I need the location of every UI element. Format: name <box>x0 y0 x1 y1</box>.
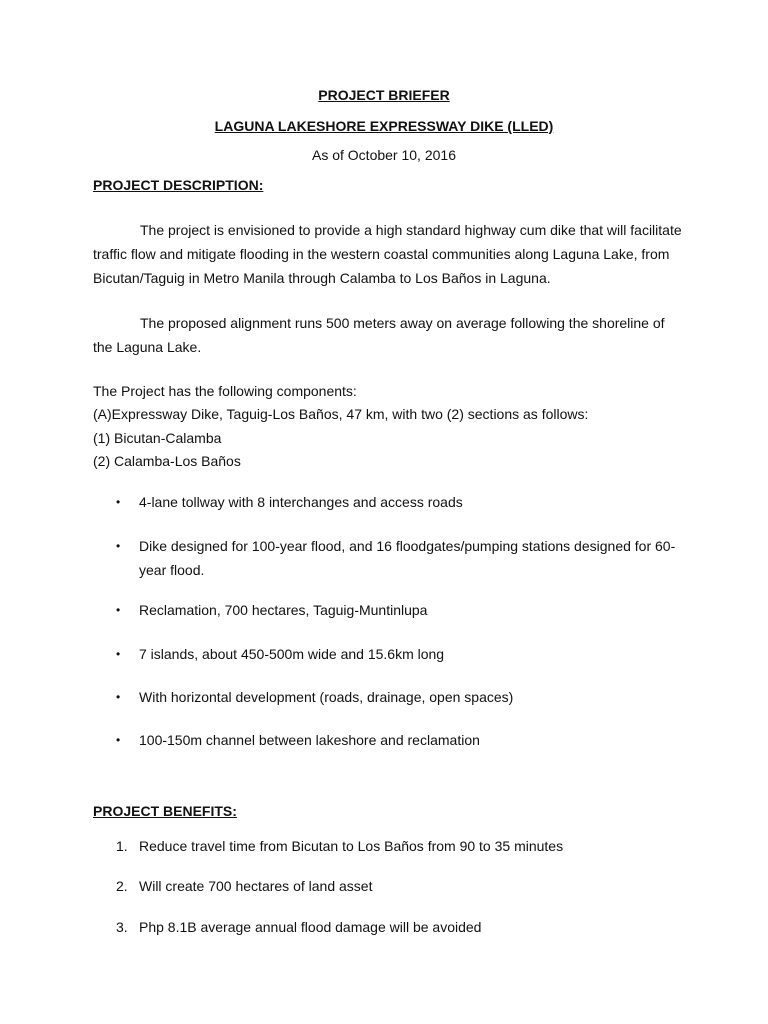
document-date: As of October 10, 2016 <box>312 147 456 163</box>
bullet-icon: • <box>116 733 121 747</box>
list-item-text: Dike designed for 100-year flood, and 16 floodgates/pumping stations designed for 60-year flood. <box>139 538 676 578</box>
list-item-text: With horizontal development (roads, drainage, open spaces) <box>139 689 514 705</box>
document-title: PROJECT BRIEFER <box>318 87 450 103</box>
project-description-heading: PROJECT DESCRIPTION: <box>93 177 264 193</box>
list-item-text: Reduce travel time from Bicutan to Los Baños from 90 to 35 minutes <box>139 838 564 854</box>
description-paragraph-1 <box>93 218 683 290</box>
bullet-icon: • <box>116 690 121 704</box>
component-a: (A)Expressway Dike, Taguig-Los Baños, 47 km, with two (2) sections as follows: <box>93 406 589 422</box>
list-item-text: Will create 700 hectares of land asset <box>139 878 373 894</box>
list-item-number: 3. <box>116 919 128 935</box>
list-item <box>116 836 676 856</box>
section-2: (2) Calamba-Los Baños <box>93 453 241 469</box>
list-item <box>116 685 676 709</box>
components-intro: The Project has the following components: <box>93 383 357 399</box>
bullet-icon: • <box>116 495 121 509</box>
description-paragraph-1-text: The project is envisioned to provide a high standard highway cum dike that will facilitate traffic flow and mitigate flooding in the western coastal communities along Laguna Lake, from Bicutan/Taguig in Metro Manila through Calamba to Los Baños in Laguna. <box>93 222 682 286</box>
list-item <box>116 534 676 582</box>
list-item <box>116 490 676 514</box>
list-item-number: 2. <box>116 878 128 894</box>
section-1: (1) Bicutan-Calamba <box>93 430 222 446</box>
project-benefits-heading: PROJECT BENEFITS: <box>93 803 237 819</box>
list-item-number: 1. <box>116 838 128 854</box>
list-item-text: 7 islands, about 450-500m wide and 15.6km long <box>139 646 445 662</box>
list-item <box>116 642 676 666</box>
project-name: LAGUNA LAKESHORE EXPRESSWAY DIKE (LLED) <box>214 118 554 134</box>
list-item-text: Php 8.1B average annual flood damage will be avoided <box>139 919 482 935</box>
description-paragraph-2 <box>93 311 683 359</box>
list-item <box>116 917 676 937</box>
list-item-text: Reclamation, 700 hectares, Taguig-Muntinlupa <box>139 602 428 618</box>
list-item <box>116 876 676 896</box>
bullet-icon: • <box>116 603 121 617</box>
bullet-icon: • <box>116 647 121 661</box>
bullet-icon: • <box>116 539 121 553</box>
list-item-text: 100-150m channel between lakeshore and reclamation <box>139 732 480 748</box>
list-item <box>116 598 676 622</box>
description-paragraph-2-text: The proposed alignment runs 500 meters away on average following the shoreline of the Laguna Lake. <box>93 315 665 355</box>
list-item-text: 4-lane tollway with 8 interchanges and access roads <box>139 494 463 510</box>
list-item <box>116 728 676 752</box>
